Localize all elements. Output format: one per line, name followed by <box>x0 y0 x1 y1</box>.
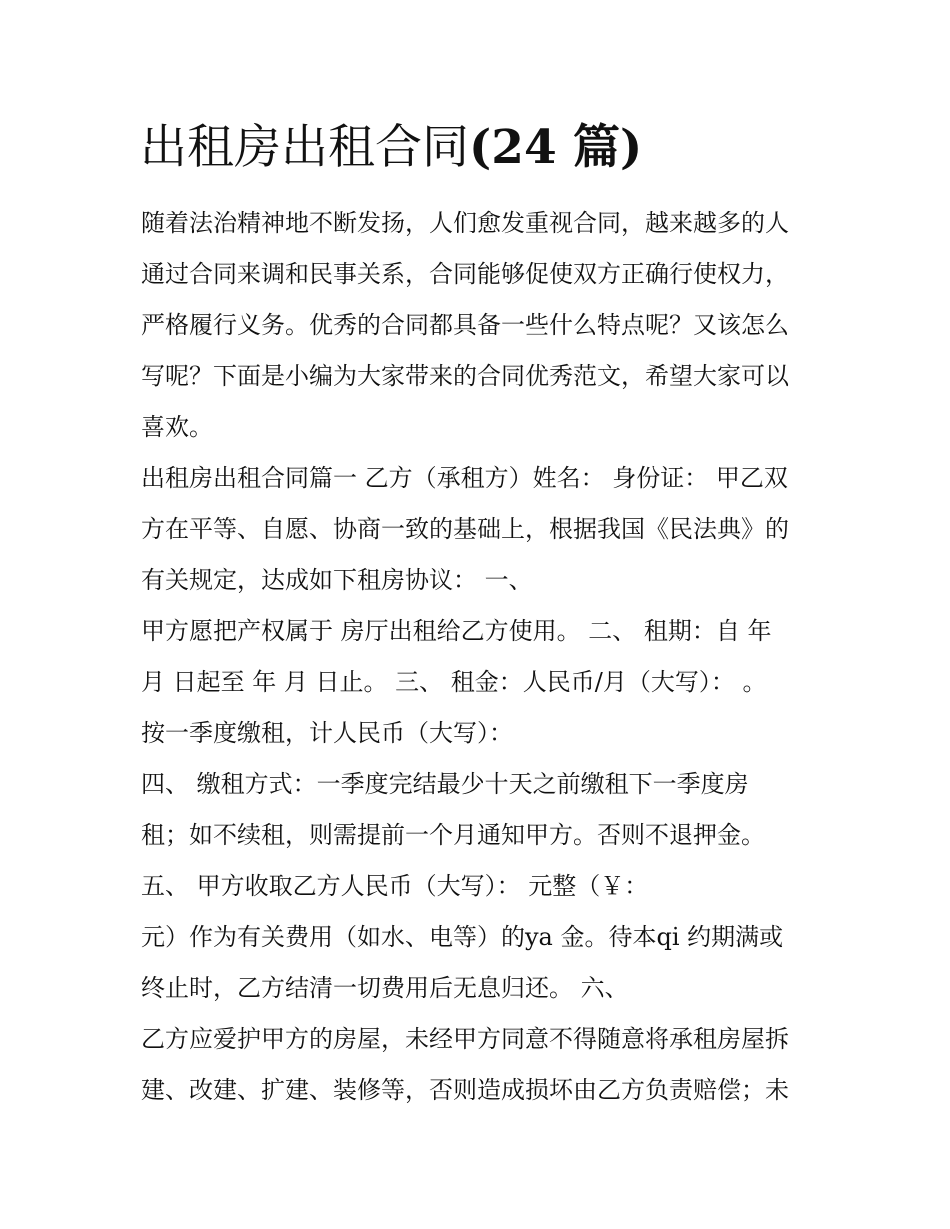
text-line-3: 严格履行义务。优秀的合同都具备一些什么特点呢？又该怎么 <box>141 311 789 339</box>
text-line-4: 写呢？下面是小编为大家带来的合同优秀范文，希望大家可以 <box>141 362 789 390</box>
text-line-5: 喜欢。 <box>141 413 213 441</box>
text-line-11: 按一季度缴租，计人民币（大写）： <box>141 719 513 747</box>
text-line-13: 租；如不续租，则需提前一个月通知甲方。否则不退押金。 <box>141 821 765 849</box>
text-line-10: 月 日起至 年 月 日止。 三、 租金：人民币/月（大写）： 。 <box>141 668 767 696</box>
text-line-16: 终止时，乙方结清一切费用后无息归还。 六、 <box>141 974 629 1002</box>
text-line-18: 建、改建、扩建、装修等，否则造成损坏由乙方负责赔偿；未 <box>141 1076 789 1104</box>
text-line-8: 有关规定，达成如下租房协议： 一、 <box>141 566 533 594</box>
title-suffix: 篇) <box>556 120 643 175</box>
text-line-6: 出租房出租合同篇一 乙方（承租方）姓名： 身份证： 甲乙双 <box>141 464 788 492</box>
title-paren-open: ( <box>469 120 492 175</box>
text-line-12: 四、 缴租方式：一季度完结最少十天之前缴租下一季度房 <box>141 770 749 798</box>
title-prefix: 出租房出租合同 <box>140 120 469 175</box>
text-line-9: 甲方愿把产权属于 房厅出租给乙方使用。 二、 租期：自 年 <box>141 617 772 645</box>
text-line-15: 元）作为有关费用（如水、电等）的ya 金。待本qi 约期满或 <box>141 923 784 951</box>
text-line-2: 通过合同来调和民事关系，合同能够促使双方正确行使权力， <box>141 260 789 288</box>
document-body <box>141 198 831 1116</box>
text-line-7: 方在平等、自愿、协商一致的基础上，根据我国《民法典》的 <box>141 515 789 543</box>
text-line-17: 乙方应爱护甲方的房屋，未经甲方同意不得随意将承租房屋拆 <box>141 1025 789 1053</box>
text-line-1: 随着法治精神地不断发扬，人们愈发重视合同，越来越多的人 <box>141 209 789 237</box>
page-title <box>140 118 840 178</box>
text-line-14: 五、 甲方收取乙方人民币（大写）： 元整（￥： <box>141 872 649 900</box>
title-count: 24 <box>491 120 557 175</box>
